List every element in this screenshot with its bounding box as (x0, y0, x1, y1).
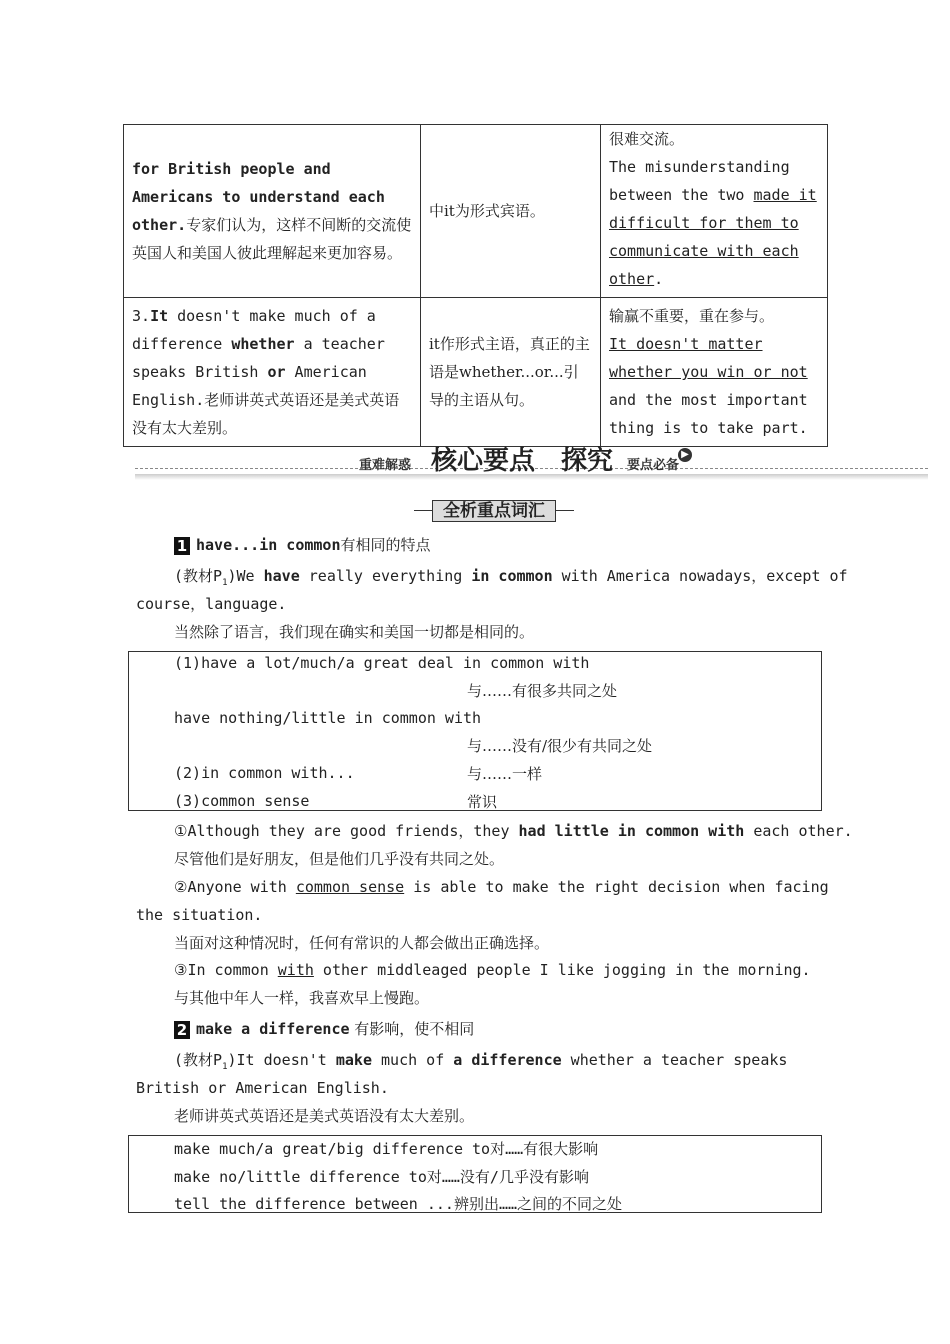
item-number-icon: 1 (174, 537, 190, 555)
text: really everything (299, 567, 472, 585)
blank-answer: with (277, 961, 314, 979)
source-label: (教材P (174, 567, 223, 585)
phrase-meaning: 有相同的特点 (340, 536, 431, 554)
banner-title-2: 探究 (561, 446, 614, 476)
banner-title-1: 核心要点 (431, 446, 536, 476)
box-meaning: 与……有很多共同之处 (467, 682, 618, 700)
table-cell (421, 125, 601, 298)
banner-left-label: 重难解惑 (359, 458, 412, 473)
text: )We (227, 567, 264, 585)
rule-note: 中it为形式宾语。 (429, 202, 545, 220)
punct: . (654, 270, 664, 288)
rule-note: it作形式主语，真正的主语是whether...or...引导的主语从句。 (429, 335, 590, 409)
keyword: whether (231, 335, 295, 353)
box-phrase: tell the difference between ...辨别出……之间的不同之处 (174, 1195, 623, 1213)
example-1-translation: 尽管他们是好朋友，但是他们几乎没有共同之处。 (174, 850, 505, 868)
text: ①Although they are good friends，they (174, 822, 519, 840)
blank-answer: common sense (295, 878, 405, 896)
keyword: make (335, 1051, 372, 1069)
example-text: doesn't make much of a difference (132, 307, 376, 353)
example-3 (174, 956, 811, 984)
source-translation: 当然除了语言，我们现在确实和美国一切都是相同的。 (174, 623, 535, 641)
grammar-table (123, 124, 828, 447)
text: each other. (744, 822, 853, 840)
item-number-icon: 2 (174, 1021, 190, 1039)
phrase: have...in common (196, 536, 341, 554)
table-cell (124, 298, 421, 447)
box-phrase: make no/little difference to对……没有/几乎没有影响 (174, 1168, 589, 1186)
section-banner (135, 440, 928, 478)
keyword: had little in common with (518, 822, 745, 840)
page-number: 1 (222, 1062, 228, 1072)
arrow-icon: ▶ (678, 448, 692, 462)
example-text: a teacher speaks British (132, 335, 385, 381)
source-translation: 老师讲英式英语还是美式英语没有太大差别。 (174, 1107, 475, 1125)
item-heading (174, 1015, 474, 1043)
keyword: in common (471, 567, 553, 585)
phrase-meaning: 有影响，使不相同 (349, 1020, 475, 1038)
banner-right-label: 要点必备 (627, 458, 680, 473)
text: whether a teacher speaks (561, 1051, 788, 1069)
example-cn: 专家们认为，这样不间断的交流使英国人和美国人彼此理解起来更加容易。 (132, 216, 412, 262)
item-heading (174, 531, 431, 559)
phrase-box (128, 651, 822, 811)
item-number: 3. (132, 307, 151, 325)
text: other middleaged people I like jogging in the morning. (313, 961, 811, 979)
box-meaning: 与……一样 (467, 765, 543, 783)
keyword: It (150, 307, 169, 325)
text: ③In common (174, 961, 278, 979)
box-meaning: 常识 (467, 793, 498, 811)
text: is able to make the right decision when facing (404, 878, 829, 896)
text: with America nowadays，except of (552, 567, 848, 585)
box-phrase: (1)have a lot/much/a great deal in common with (174, 654, 590, 672)
example-1 (174, 817, 853, 845)
box-phrase: (2)in common with... (174, 764, 355, 782)
table-cell (601, 125, 828, 298)
example-2-cont: the situation. (136, 906, 263, 924)
example-underline: made it difficult for them to communicate with each other (609, 186, 817, 288)
example-2-translation: 当面对这种情况时，任何有常识的人都会做出正确选择。 (174, 934, 550, 952)
example-en: The misunderstanding between the two (609, 158, 790, 204)
example-underline: It doesn't matter whether you win or not (609, 335, 808, 381)
keyword: a difference (453, 1051, 562, 1069)
text: much of (371, 1051, 454, 1069)
table-cell (421, 298, 601, 447)
page-number: 1 (222, 578, 228, 588)
example-en: for British people and Americans to understand each other. (132, 160, 385, 234)
source-sentence-cont: course，language. (136, 595, 287, 613)
example-cn: 输赢不重要，重在参与。 (609, 307, 775, 325)
phrase: make a difference (196, 1020, 350, 1038)
phrase-box (128, 1135, 822, 1213)
section-title-text: 全析重点词汇 (432, 500, 556, 522)
example-cn: 很难交流。 (609, 130, 685, 148)
keyword: have (263, 567, 300, 585)
text: )It doesn't (227, 1051, 336, 1069)
table-cell (124, 125, 421, 298)
source-sentence-cont: British or American English. (136, 1079, 389, 1097)
box-phrase: make much/a great/big difference to对……有很大影响 (174, 1140, 599, 1158)
box-meaning: 与……没有/很少有共同之处 (467, 737, 653, 755)
box-phrase: have nothing/little in common with (174, 709, 482, 727)
example-3-translation: 与其他中年人一样，我喜欢早上慢跑。 (174, 989, 430, 1007)
box-phrase: (3)common sense (174, 792, 310, 810)
source-label: (教材P (174, 1051, 223, 1069)
example-2 (174, 873, 829, 901)
section-title (414, 500, 574, 522)
example-text: American English.老师讲英式英语还是美式英语没有太大差别。 (132, 363, 400, 437)
keyword: or (267, 363, 286, 381)
text: ②Anyone with (174, 878, 296, 896)
example-text: and the most important thing is to take part. (609, 391, 808, 437)
table-cell (601, 298, 828, 447)
